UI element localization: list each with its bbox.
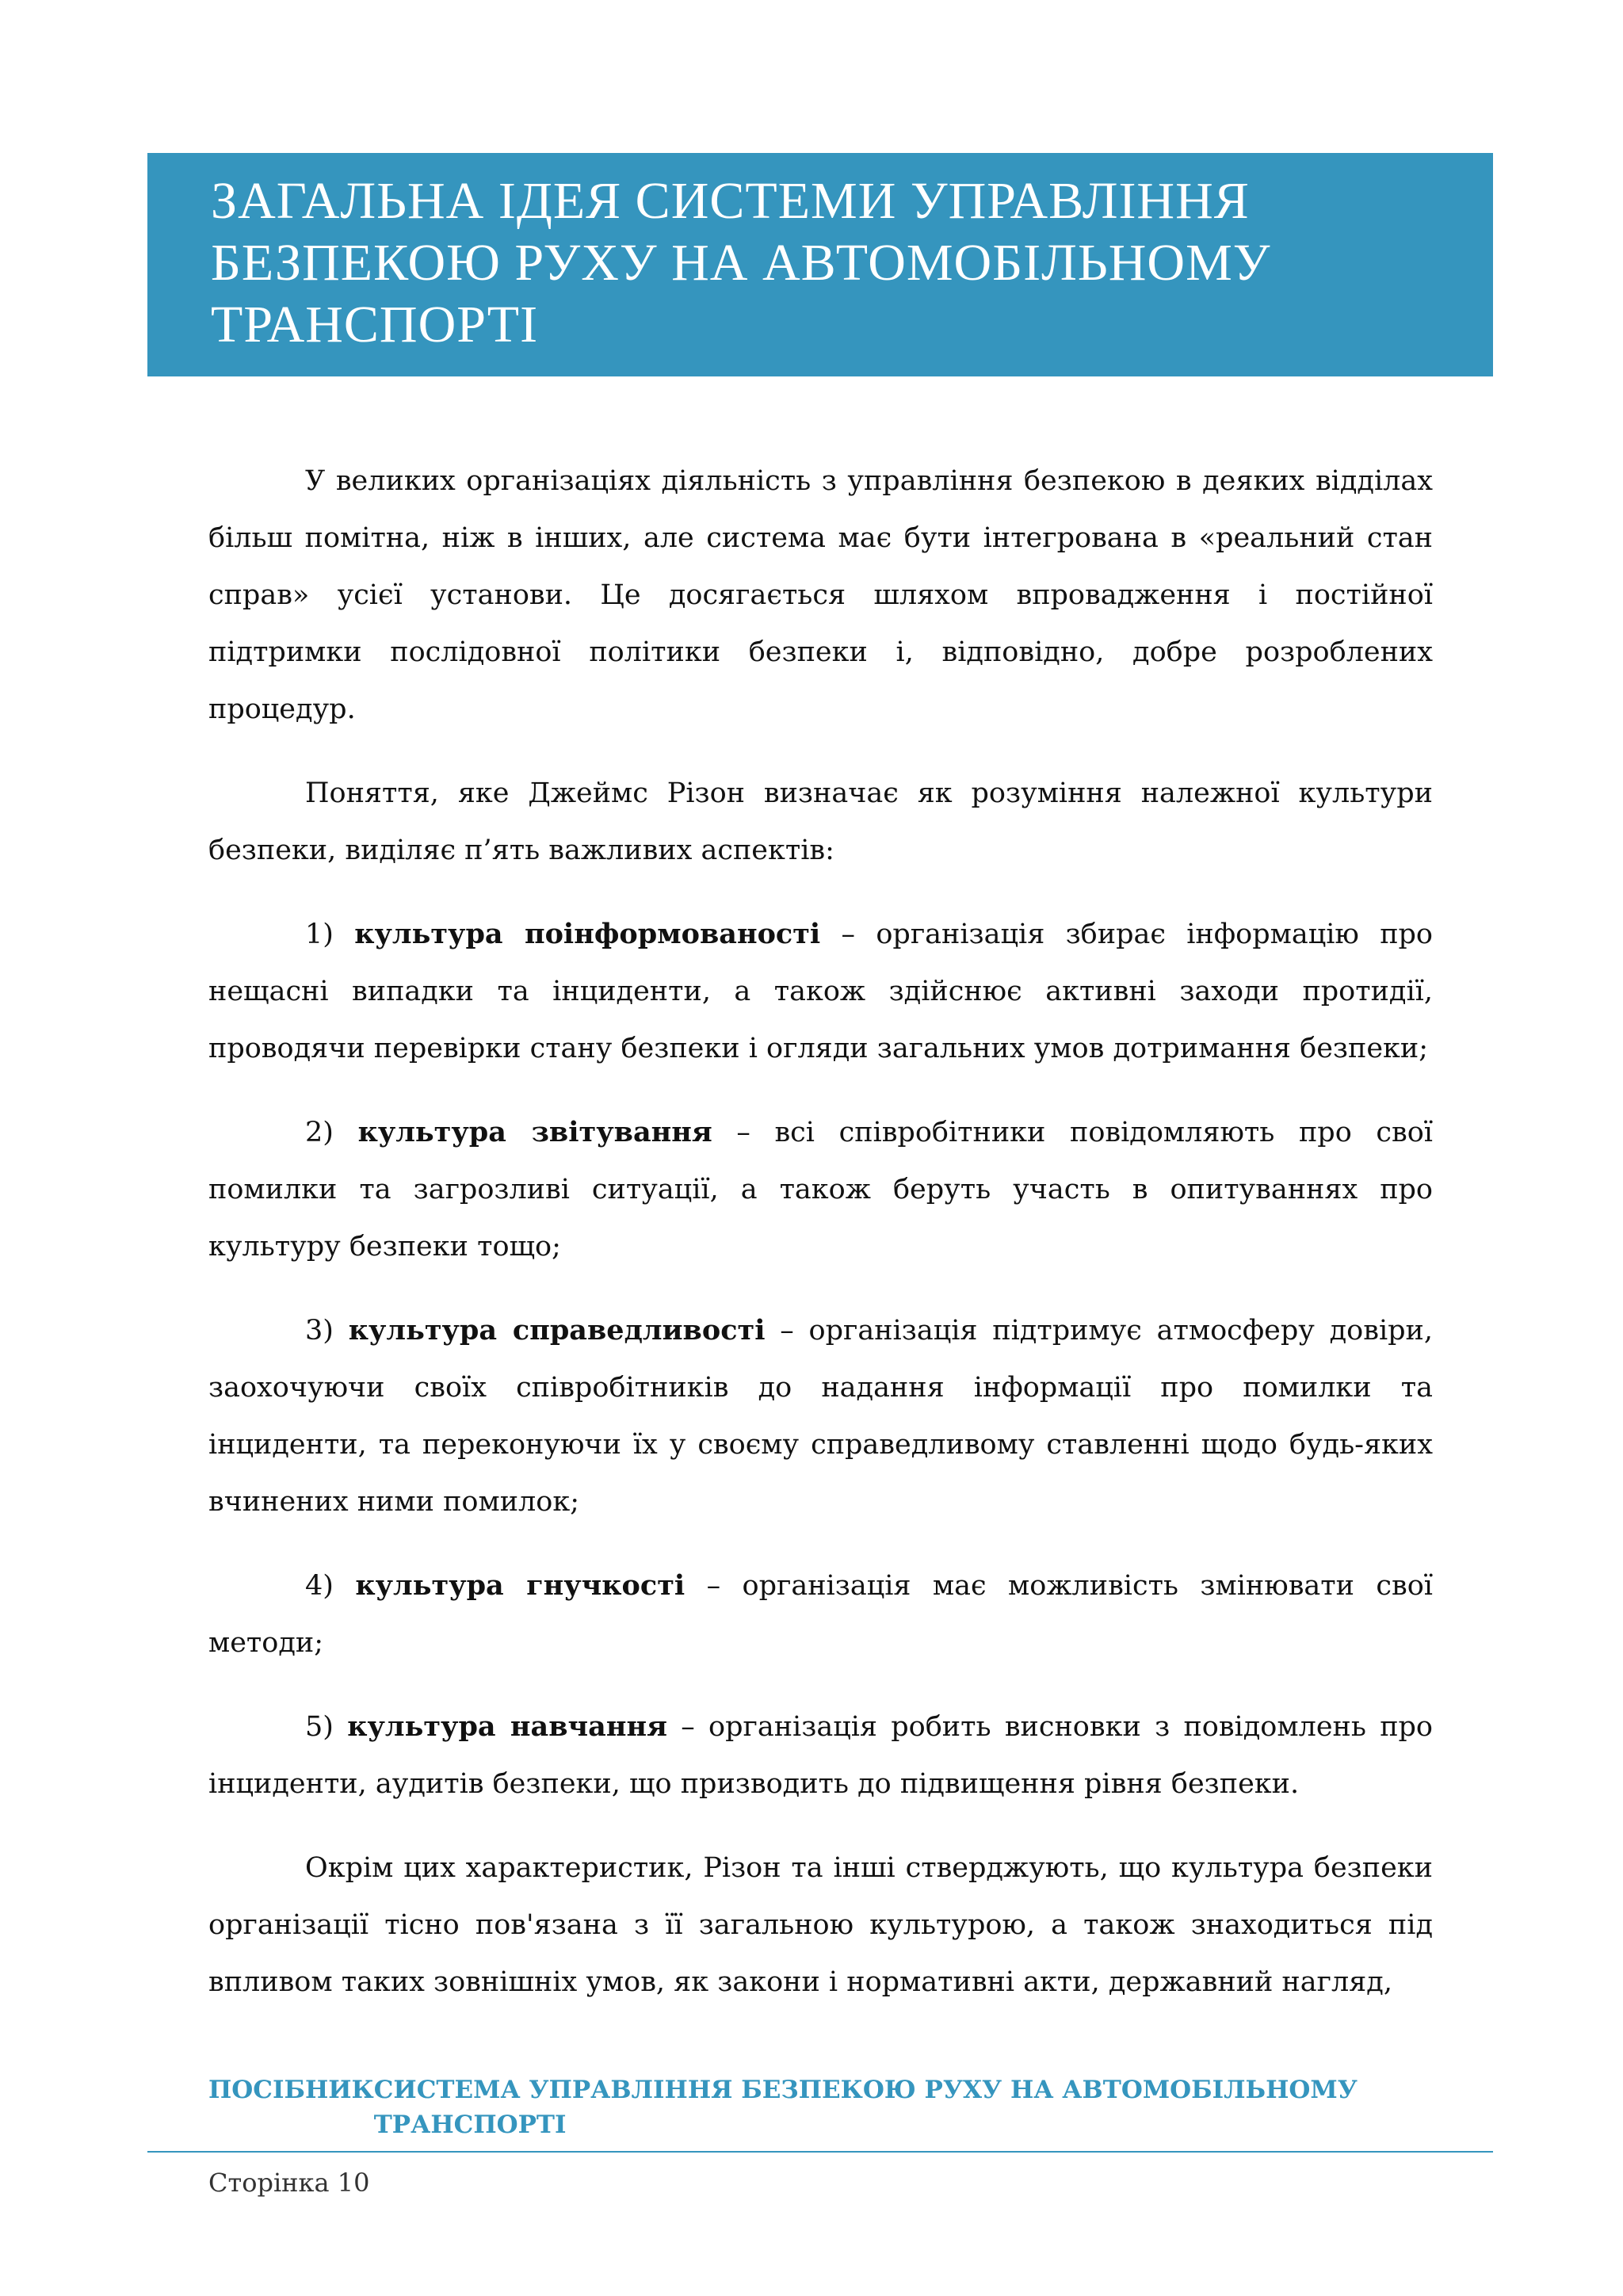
- aspect-item: [208, 1698, 1433, 1813]
- footer-doc-type: ПОСІБНИК: [208, 2076, 374, 2104]
- title-banner: [147, 153, 1493, 376]
- aspect-number: 5): [305, 1711, 334, 1743]
- aspect-description: – організація підтримує атмосферу довіри, заохочуючи своїх співробітників до надання інформації про помилки та інциденти, та переконуючи їх у своєму справедливому ставленні щодо будь-яких вчинених ними помилок;: [208, 1315, 1433, 1518]
- aspect-description: – організація робить висновки з повідомлень про інциденти, аудитів безпеки, що призводить до підвищення рівня безпеки.: [208, 1711, 1434, 1800]
- page-number: Сторінка 10: [208, 2168, 370, 2198]
- page-title: ЗАГАЛЬНА ІДЕЯ СИСТЕМИ УПРАВЛІННЯ БЕЗПЕКОЮ РУХУ НА АВТОМОБІЛЬНОМУ ТРАНСПОРТІ: [211, 172, 1271, 353]
- aspect-term: культура поінформованості: [354, 918, 821, 950]
- aspect-number: 2): [305, 1117, 334, 1148]
- aspect-item: [208, 906, 1433, 1077]
- aspect-term: культура звітування: [357, 1116, 712, 1148]
- aspect-number: 3): [305, 1315, 334, 1347]
- aspect-description: – всі співробітники повідомляють про свої помилки та загрозливі ситуації, а також беруть участь в опитуваннях про культуру безпеки тощо;: [208, 1117, 1433, 1263]
- aspect-term: культура справедливості: [348, 1314, 766, 1347]
- footer-divider: [147, 2151, 1493, 2153]
- paragraph-closing: Окрім цих характеристик, Різон та інші стверджують, що культура безпеки організації тісно пов'язана з її загальною культурою, а також знаходиться під впливом таких зовнішніх умов, як закони і нормативні акти, державний нагляд,: [208, 1852, 1433, 1998]
- paragraph-reason-concept: Поняття, яке Джеймс Різон визначає як розуміння належної культури безпеки, виділяє п’ять важливих аспектів:: [208, 777, 1433, 866]
- aspect-description: – організація має можливість змінювати свої методи;: [208, 1570, 1433, 1659]
- footer-header-row: [147, 2073, 1493, 2142]
- aspect-term: культура навчання: [347, 1710, 667, 1743]
- aspect-term: культура гнучкості: [355, 1569, 685, 1602]
- paragraph-intro: У великих організаціях діяльність з управління безпекою в деяких відділах більш помітна, ніж в інших, але система має бути інтегрована в «реальний стан справ» усієї установи. Це досягається шляхом впровадження і постійної підтримки послідовної політики безпеки і, відповідно, добре розроблених процедур.: [208, 465, 1433, 725]
- aspect-item: [208, 1302, 1433, 1530]
- aspect-item: [208, 1557, 1433, 1671]
- aspect-description: – організація збирає інформацію про нещасні випадки та інциденти, а також здійснює активні заходи протидії, проводячи перевірки стану безпеки і огляди загальних умов дотримання безпеки;: [208, 919, 1433, 1064]
- aspect-item: [208, 1104, 1433, 1275]
- aspect-number: 1): [305, 919, 334, 950]
- page-footer: [147, 2073, 1493, 2200]
- aspect-number: 4): [305, 1570, 334, 1602]
- footer-doc-title: СИСТЕМА УПРАВЛІННЯ БЕЗПЕКОЮ РУХУ НА АВТОМОБІЛЬНОМУ ТРАНСПОРТІ: [373, 2076, 1358, 2139]
- document-body: [208, 453, 1433, 2038]
